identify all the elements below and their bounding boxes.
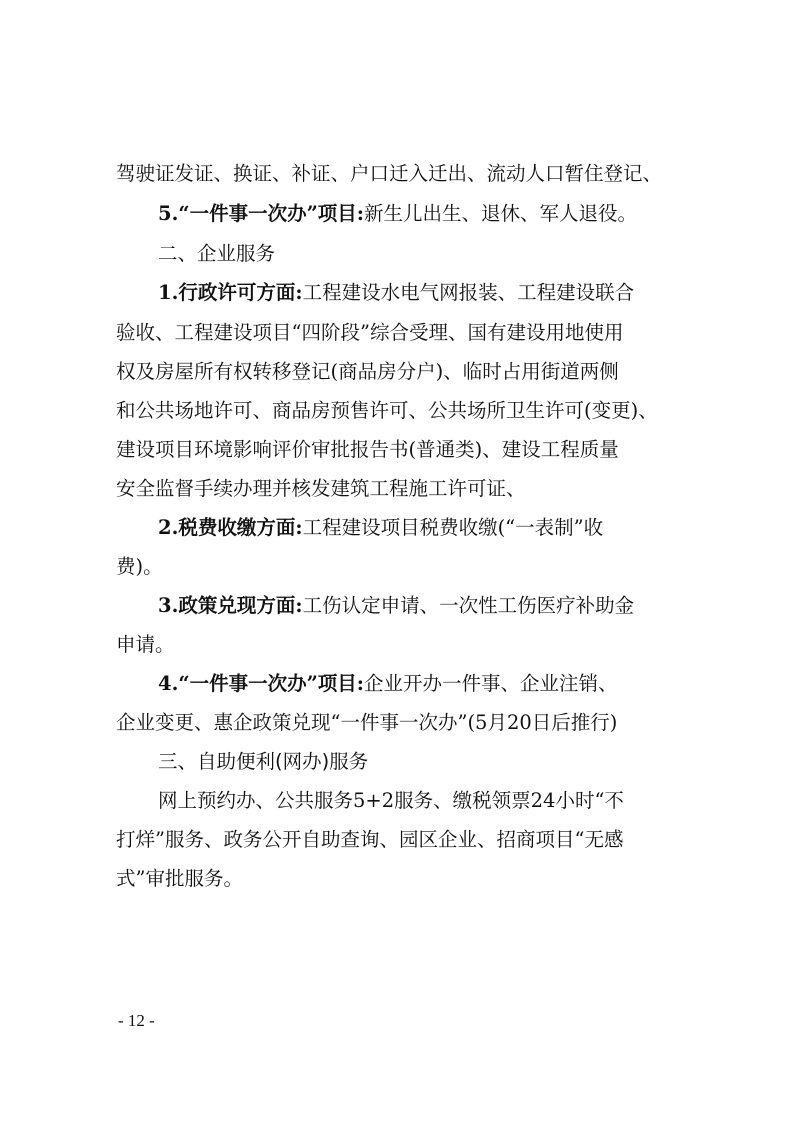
item-heading: 3.政策兑现方面: <box>158 594 303 617</box>
section-heading: 二、企业服务 <box>158 242 276 265</box>
body-text-line <box>116 357 619 387</box>
section-heading-enterprise <box>158 239 275 269</box>
text: 验收、工程建设项目“四阶段”综合受理、国有建设用地使用 <box>116 321 624 344</box>
text: 式”审批服务。 <box>116 867 243 890</box>
body-text-line <box>116 825 623 855</box>
text: 申请。 <box>116 633 175 656</box>
item-heading: 4.“一件事一次办”项目: <box>158 672 364 695</box>
section-heading: 三、自助便利(网办)服务 <box>158 750 369 773</box>
text: 费)。 <box>116 555 163 578</box>
item-4-line <box>158 669 618 699</box>
item-2-line <box>158 513 603 543</box>
section-heading-self-service <box>158 747 368 777</box>
item-text: 新生儿出生、退休、军人退役。 <box>364 202 638 225</box>
body-text-line <box>116 396 658 426</box>
item-text: 企业开办一件事、企业注销、 <box>364 672 618 695</box>
item-text: 工程建设项目税费收缴(“一表制”收 <box>302 516 604 539</box>
item-text: 工伤认定申请、一次性工伤医疗补助金 <box>302 594 635 617</box>
item-heading: 2.税费收缴方面: <box>158 516 303 539</box>
body-text-line <box>116 435 619 465</box>
text: 网上预约办、公共服务5+2服务、缴税领票24小时“不 <box>158 789 624 812</box>
text: 打烊”服务、政务公开自助查询、园区企业、招商项目“无感 <box>116 828 624 851</box>
item-text: 工程建设水电气网报装、工程建设联合 <box>302 281 635 304</box>
text: 和公共场地许可、商品房预售许可、公共场所卫生许可(变更)、 <box>116 399 658 422</box>
text: 权及房屋所有权转移登记(商品房分户)、临时占用街道两侧 <box>116 360 619 383</box>
item-3-line <box>158 591 634 621</box>
text: 建设项目环境影响评价审批报告书(普通类)、建设工程质量 <box>116 438 619 461</box>
body-text-line <box>116 474 526 504</box>
item-1-line <box>158 278 634 308</box>
body-text-line <box>116 318 623 348</box>
body-text-line <box>116 159 662 189</box>
body-text-line <box>116 864 243 894</box>
text: 驾驶证发证、换证、补证、户口迁入迁出、流动人口暂住登记、 <box>116 162 663 185</box>
text: 安全监督手续办理并核发建筑工程施工许可证、 <box>116 477 526 500</box>
body-text-line <box>116 630 175 660</box>
item-5-line <box>158 199 637 229</box>
item-heading: 5.“一件事一次办”项目: <box>158 202 364 225</box>
item-heading: 1.行政许可方面: <box>158 281 303 304</box>
body-text-line <box>158 786 624 816</box>
body-text-line <box>116 552 163 582</box>
text: 企业变更、惠企政策兑现“一件事一次办”(5月20日后推行) <box>116 711 618 734</box>
page-number: - 12 - <box>118 1011 155 1030</box>
body-text-line <box>116 708 617 738</box>
